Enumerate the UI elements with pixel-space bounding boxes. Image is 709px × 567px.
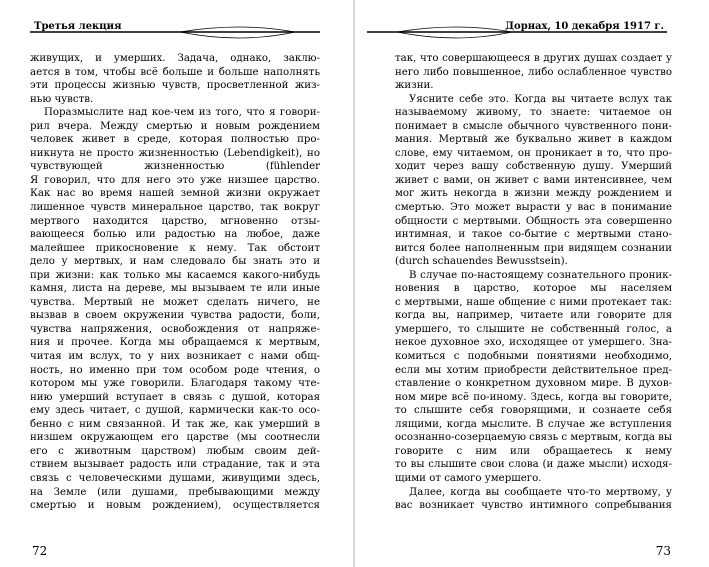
text-line: нию умерший вступает в связь с душой, которая — [30, 391, 320, 403]
text-line: новения в царство, которое мы населяем — [395, 283, 672, 295]
text-line: так, что совершающееся в других душах создает у — [395, 53, 672, 64]
text-line: интимная, и такое со-бытие с мертвыми стано- — [395, 229, 672, 241]
text-line: Как нас во время нашей земной жизни окружает — [30, 188, 320, 200]
running-header: Дорнах, 10 декабря 1917 г. — [505, 21, 664, 32]
text-line: осознанно-созерцаемую связь с мертвым, когда вы — [395, 432, 672, 444]
body-text — [395, 52, 672, 513]
text-line: мог жить некогда в жизни между рождением и — [395, 188, 672, 200]
text-line: с мертвыми, наше общение с ними протекает так: — [395, 296, 672, 308]
text-line: малейшее прикосновение к нему. Так обстоит — [30, 242, 320, 254]
text-line: ему здесь читает, с душой, кармически как-то осо- — [30, 405, 320, 417]
text-line: рил вчера. Между смертью и новым рождением — [30, 120, 320, 132]
text-line: (durch schauendes Bewusstsein). — [395, 256, 568, 268]
text-line: общности с мертвыми. Общность эта совершенно — [395, 215, 672, 227]
text-line: живущих, и умерших. Задача, однако, заклю- — [30, 53, 320, 64]
text-line: если мы хотим приобрести действительное пред- — [395, 364, 672, 376]
text-line: то вы слышите свои слова (и даже мысли) исходя- — [395, 459, 672, 471]
text-line: при жизни: как только мы касаемся какого-нибудь — [30, 269, 320, 281]
text-line: вится более наполненным при видящем сознании — [395, 242, 672, 254]
text-line: когда вы, например, читаете или говорите для — [395, 310, 672, 322]
text-line: на Земле (или душами, пребывающими между — [30, 486, 320, 498]
text-line: говорите с ним или обращаетесь к нему — [395, 445, 672, 457]
text-line: смертью и новым рождением), осуществляется — [30, 500, 320, 512]
text-line: вас возникает чувство интимного сопребывания — [395, 500, 672, 512]
text-line: жизни. — [395, 80, 434, 92]
text-line: человек живет в среде, которая полностью про- — [30, 134, 320, 146]
text-line: слове, ему читаемом, он проникает в то, что про- — [395, 147, 672, 159]
text-line: ном мире всё по-иному. Здесь, когда вы говорите, — [395, 391, 672, 403]
text-line: ность, но именно при том особом роде чтения, о — [30, 364, 320, 376]
page-number: 72 — [32, 544, 48, 558]
text-line: живет с вами, он живет с вами интенсивнее, чем — [395, 174, 672, 186]
text-line: Я говорил, что для него это уже низшее царство. — [30, 174, 320, 186]
text-line: ставление о конкретном духовном мире. В духов- — [395, 378, 672, 390]
text-line: ходит через вашу собственную душу. Умерший — [395, 161, 672, 173]
text-line: комиться с подобными понятиями необходимо, — [395, 351, 672, 363]
right-page — [355, 0, 709, 567]
text-line: связь с человеческими душами, живущими здесь, — [30, 472, 320, 484]
text-line: низшем окружающем его царстве (мы соотнесли — [30, 432, 320, 444]
text-line: котором мы уже говорили. Благодаря такому чте- — [30, 378, 320, 390]
page-number: 73 — [655, 544, 671, 558]
running-header: Третья лекция — [34, 21, 122, 32]
text-line: никнута не просто жизненностью (Lebendigkeit), но — [30, 147, 320, 159]
text-line: лишенное чувств минеральное царство, так вокруг — [30, 202, 320, 214]
text-line: его с животным царством) любым своим дей- — [30, 445, 320, 457]
text-line: мертвого находится царство, мгновенно отзы- — [30, 215, 320, 227]
text-line: ается в том, чтобы всё больше и больше наполнять — [30, 66, 320, 78]
header-rule — [367, 26, 667, 50]
text-line: В случае по-настоящему сознательного проник- — [409, 269, 672, 281]
text-line: лящими, когда мыслите. В случае же вступления — [395, 418, 672, 430]
text-line: чувства. Мертвый не может сделать ничего, не — [30, 296, 320, 308]
text-line: эти процессы жизнью чувств, просветленной жиз- — [30, 80, 320, 92]
text-line: нью чувств. — [30, 93, 94, 105]
text-line: чувства напряжения, освобождения от напряже- — [30, 323, 320, 335]
text-line: понимает в смысле обычного чувственного пони- — [395, 120, 672, 132]
text-line: щими от самого умершего. — [395, 472, 542, 484]
text-line: Уясните себе это. Когда вы читаете вслух так — [409, 93, 672, 105]
text-line: дело у мертвых, и нам следовало бы знать это и — [30, 256, 320, 268]
text-line: бенно с ним связанной. И так же, как умерший в — [30, 418, 320, 430]
text-line: умершего, то слышите не собственный голос, а — [395, 323, 672, 335]
text-line: него либо повышенное, либо ослабленное чувство — [395, 66, 672, 78]
text-line: ния и прочее. Когда мы обращаемся к мертвым, — [30, 337, 320, 349]
left-page — [0, 0, 354, 567]
text-line: то слышите себя говорящими, и сознаете себя — [395, 405, 672, 417]
text-line: называемому живому, то знаете: читаемое он — [395, 107, 672, 119]
header-rule — [30, 26, 320, 50]
text-line: мания. Мертвый же буквально живет в каждом — [395, 134, 672, 146]
text-line: вающееся болью или радостью на любое, даже — [30, 229, 320, 241]
text-line: ствием вызывает радость или страдание, так и эта — [30, 459, 320, 471]
text-line: читая им вслух, то у них возникает с нами общ- — [30, 351, 320, 363]
text-line: некое духовное эхо, исходящее от умершего. Зна- — [395, 337, 672, 349]
text-line: Далее, когда вы сообщаете что-то мертвому, у — [409, 486, 672, 498]
text-line: чувствующей жизненностью (fühlender — [30, 161, 320, 173]
text-line: вызвав в своем окружении чувства радости, боли, — [30, 310, 320, 322]
text-line: Поразмыслите над кое-чем из того, что я говори- — [44, 107, 320, 119]
body-text — [30, 52, 320, 513]
text-line: смертью. Это может вырасти у вас в понимание — [395, 202, 672, 214]
text-line: камня, листа на дереве, мы вызываем те или иные — [30, 283, 320, 295]
